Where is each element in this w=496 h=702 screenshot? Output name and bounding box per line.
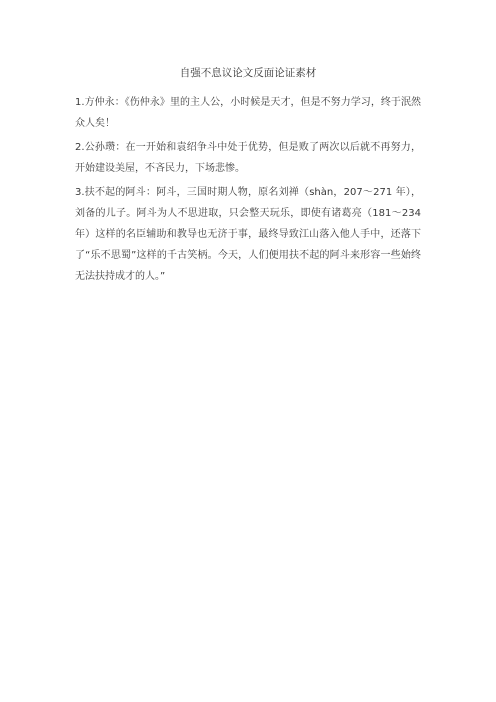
paragraph-gongsun-zan: 2.公孙瓒：在一开始和袁绍争斗中处于优势，但是败了两次以后就不再努力，开始建设美屋，不吝民力，下场悲惨。 xyxy=(75,142,421,174)
document-body xyxy=(75,92,421,290)
paragraph-a-dou: 3.扶不起的阿斗：阿斗，三国时期人物，原名刘禅（shàn，207～271 年），刘备的儿子。阿斗为人不思进取，只会整天玩乐，即使有诸葛亮（181～234 年）这样的名臣辅助和教导也无济于事，最终导致江山落入他人手中，还落下了“乐不思蜀”这样的千古笑柄。今天，人们便用扶不起的阿斗来形容一些始终无法扶持成才的人。” xyxy=(75,187,421,282)
paragraph-fang-zhongyong: 1.方仲永：《伤仲永》里的主人公，小时候是天才，但是不努力学习，终于泯然众人矣！ xyxy=(75,97,421,129)
document-title: 自强不息议论文反面论证素材 xyxy=(179,67,317,79)
